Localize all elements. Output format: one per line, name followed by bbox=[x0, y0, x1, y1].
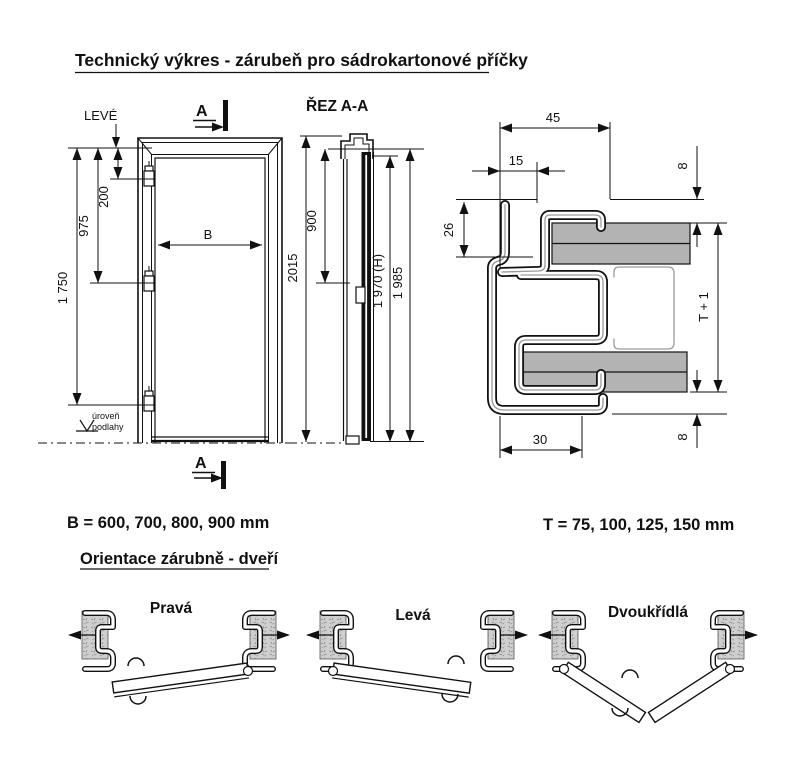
jamb-right bbox=[245, 611, 290, 669]
swing-hook-upper bbox=[622, 670, 638, 678]
section-view-dimensions bbox=[285, 136, 424, 442]
jamb-right bbox=[483, 611, 528, 669]
page-title: Technický výkres - zárubeň pro sádrokartonové příčky bbox=[75, 50, 528, 70]
dim-2015: 2015 bbox=[285, 253, 300, 283]
hinge-pivot bbox=[244, 667, 253, 676]
arrow bbox=[693, 223, 702, 235]
orientation-dvoukridla bbox=[538, 604, 758, 722]
hinge-pivot bbox=[329, 667, 338, 676]
arrow bbox=[158, 241, 170, 250]
variant-label-dvoukridla: Dvoukřídlá bbox=[607, 604, 689, 621]
hinge-middle bbox=[144, 266, 154, 291]
swing-hook-upper bbox=[448, 656, 464, 664]
mitre-left bbox=[138, 138, 152, 155]
frame-outer-edge-2 bbox=[143, 143, 278, 444]
variant-label-prava: Pravá bbox=[149, 600, 193, 617]
arrow bbox=[500, 446, 512, 455]
arrow bbox=[488, 167, 500, 176]
dim-B: B bbox=[203, 227, 213, 242]
section-letter: A bbox=[196, 103, 208, 120]
arrow bbox=[302, 136, 311, 148]
leaf-slab bbox=[333, 663, 471, 693]
profile-section bbox=[441, 110, 727, 458]
hinge-top bbox=[144, 161, 154, 186]
arrow bbox=[460, 245, 469, 257]
hinge-body bbox=[144, 396, 154, 411]
arrow bbox=[537, 167, 549, 176]
swing-hook-upper bbox=[128, 658, 144, 666]
arrow bbox=[73, 393, 82, 405]
dim-8-bottom: 8 bbox=[675, 433, 690, 441]
side-pointer-arrow bbox=[112, 137, 120, 148]
arrow bbox=[114, 167, 123, 179]
orientation-heading: Orientace zárubně - dveří bbox=[80, 550, 279, 568]
arrow bbox=[386, 430, 395, 442]
section-cut-bar bbox=[223, 100, 228, 131]
dim-1985: 1 985 bbox=[390, 266, 405, 300]
hinge-knuckle bbox=[145, 271, 153, 276]
arrow bbox=[406, 430, 415, 442]
hinge-mark bbox=[356, 287, 365, 303]
jamb-left bbox=[68, 611, 113, 669]
dim-1750: 1 750 bbox=[55, 271, 70, 305]
mitre-right bbox=[268, 138, 282, 155]
arrow bbox=[73, 148, 82, 160]
hinge-pivot-left bbox=[560, 665, 569, 674]
c-stud bbox=[614, 267, 674, 349]
arrow bbox=[114, 148, 123, 160]
door-leaf bbox=[112, 663, 249, 697]
variant-label-leva: Levá bbox=[395, 607, 431, 624]
jamb-right bbox=[713, 611, 758, 669]
arrow bbox=[500, 124, 512, 133]
section-letter: A bbox=[195, 455, 207, 472]
jamb-left bbox=[306, 611, 351, 669]
hinge-pivot-right bbox=[726, 665, 735, 674]
hinge-knuckle bbox=[145, 166, 153, 171]
dim-1970: 1 970 (H) bbox=[370, 253, 385, 309]
hinge-bottom bbox=[144, 386, 154, 411]
orientation-leva bbox=[306, 607, 528, 702]
arrow bbox=[94, 271, 103, 283]
dim-45: 45 bbox=[545, 110, 561, 125]
dim-200: 200 bbox=[96, 186, 111, 208]
section-view bbox=[285, 97, 424, 444]
dim-975: 975 bbox=[76, 215, 91, 237]
leaf-slab bbox=[648, 662, 732, 722]
section-cut-bar bbox=[221, 461, 226, 489]
foot-profile bbox=[346, 436, 359, 444]
dim-26: 26 bbox=[441, 222, 456, 238]
door-leaf-right bbox=[648, 662, 732, 722]
dim-900: 900 bbox=[304, 210, 319, 232]
dim-15: 15 bbox=[508, 153, 524, 168]
section-arrow bbox=[212, 123, 224, 132]
arrow bbox=[598, 124, 610, 133]
front-view-dimensions bbox=[55, 148, 262, 405]
section-title: ŘEZ A-A bbox=[306, 98, 369, 115]
dim-30: 30 bbox=[532, 432, 548, 447]
section-marker-bottom bbox=[192, 455, 226, 489]
swing-hook-lower bbox=[130, 696, 146, 704]
hinge-knuckle bbox=[145, 391, 153, 396]
arrow bbox=[693, 380, 702, 392]
frame-inner-edge-2 bbox=[152, 155, 269, 444]
arrow bbox=[714, 380, 723, 392]
door-leaf bbox=[332, 663, 471, 697]
frame-outer-edge bbox=[138, 138, 282, 443]
orientation-prava bbox=[68, 600, 290, 704]
arrow bbox=[570, 446, 582, 455]
arrow bbox=[302, 430, 311, 442]
leaf-slab bbox=[112, 663, 248, 693]
front-view bbox=[38, 100, 296, 489]
dim-8-top: 8 bbox=[675, 162, 690, 170]
note-b-values: B = 600, 700, 800, 900 mm bbox=[67, 514, 270, 532]
arrow bbox=[386, 156, 395, 168]
section-marker-top bbox=[193, 100, 228, 132]
arrow bbox=[250, 241, 262, 250]
dim-T1: T + 1 bbox=[696, 292, 711, 322]
arrow bbox=[693, 414, 702, 426]
frame-inner-edge bbox=[155, 158, 265, 443]
floor-label-2: podlahy bbox=[92, 422, 124, 432]
arrow bbox=[714, 223, 723, 235]
floor-label-1: úroveň bbox=[92, 411, 120, 421]
side-label: LEVÉ bbox=[84, 108, 118, 123]
note-t-values: T = 75, 100, 125, 150 mm bbox=[543, 516, 735, 534]
arrow bbox=[406, 149, 415, 161]
arrow bbox=[693, 187, 702, 199]
arrow bbox=[460, 202, 469, 214]
arrow bbox=[321, 271, 330, 283]
jamb-left bbox=[538, 611, 583, 669]
arrow bbox=[321, 149, 330, 161]
arrow bbox=[94, 148, 103, 160]
